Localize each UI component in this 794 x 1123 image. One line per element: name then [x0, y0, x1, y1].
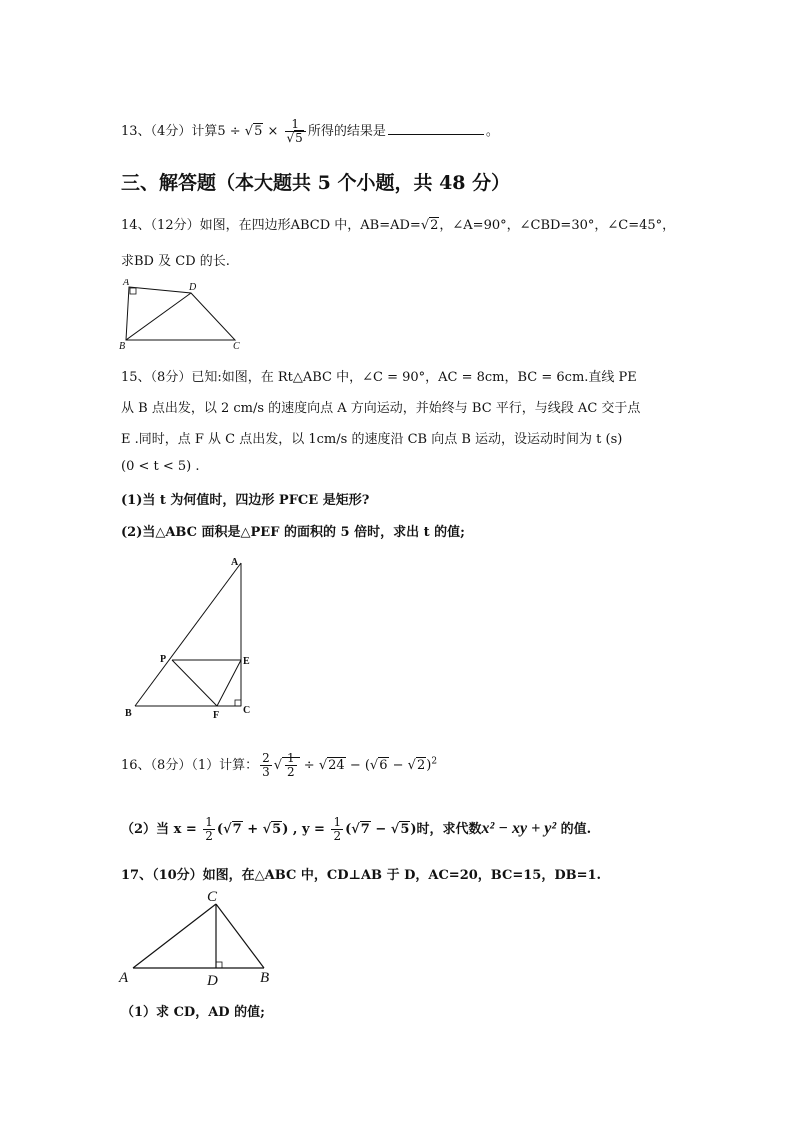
q17-figure — [116, 888, 276, 988]
q14-label-D: D — [189, 282, 197, 293]
q17-line1: 17、（10分）如图，在△ABC 中，CD⊥AB 于 D，AC=20，BC=15，DB=1. — [121, 868, 602, 883]
q17-label-A: A — [119, 970, 129, 986]
q15-part1: (1)当 t 为何值时，四边形 PFCE 是矩形? — [121, 493, 370, 508]
q15-line4: (0 < t < 5) . — [121, 459, 200, 474]
q14-label-C: C — [233, 341, 240, 351]
q15-label-A: A — [231, 557, 239, 568]
q15-figure — [118, 553, 258, 723]
q15-line2: 从 B 点出发，以 2 cm/s 的速度向点 A 方向运动，并始终与 BC 平行，与线段 AC 交于点 — [121, 401, 641, 416]
q14-label-A: A — [123, 279, 130, 288]
q16-line2: （2）当 x = $\frac{1}{2}$ (√7 + √5) , y = $\frac{1}{2}$ (√7 − √5)时，求代数x² − xy + y² 的值. — [121, 815, 592, 843]
q17-label-B: B — [260, 970, 270, 986]
q14-line2: 求BD 及 CD 的长. — [121, 254, 230, 269]
q14-label-B: B — [119, 341, 126, 351]
q15-line1: 15、（8分）已知:如图，在 Rt△ABC 中，∠C = 90°，AC = 8cm，BC = 6cm.直线 PE — [121, 370, 637, 385]
q15-label-F: F — [213, 710, 220, 721]
q15-label-B: B — [125, 708, 132, 719]
q15-label-E: E — [243, 656, 250, 667]
section-3-heading: 三、解答题（本大题共 5 个小题，共 48 分） — [121, 172, 511, 194]
q14-line1: 14、（12分）如图，在四边形ABCD 中，AB=AD=√2，∠A=90°，∠CBD=30°，∠C=45°， — [121, 218, 676, 233]
q13-label: 13、（4分）计算 — [121, 124, 218, 139]
q15-label-P: P — [160, 654, 167, 665]
q17-label-C: C — [207, 889, 218, 905]
q13-answer-blank[interactable] — [388, 122, 484, 135]
q17-part1: （1）求 CD，AD 的值; — [121, 1005, 265, 1020]
q15-part2: (2)当△ABC 面积是△PEF 的面积的 5 倍时，求出 t 的值; — [121, 525, 465, 540]
q14-figure — [117, 279, 247, 351]
q17-label-D: D — [207, 973, 218, 988]
q15-label-C: C — [243, 705, 251, 716]
q13-fraction: $\frac{1}{√5}$ — [285, 118, 306, 145]
q15-line3: E .同时，点 F 从 C 点出发，以 1cm/s 的速度沿 CB 向点 B 运动，设运动时间为 t (s) — [121, 432, 623, 447]
q13-line: 13、（4分）计算5 ÷ √5 × $\frac{1}{√5}$ 所得的结果是 。 — [121, 117, 499, 145]
q16-line1: 16、（8分）（1）计算： $\frac{2}{3}$ √ $\frac{1}{2}$ ÷ $√24 - (√6 - √2)^2$ — [121, 751, 438, 779]
